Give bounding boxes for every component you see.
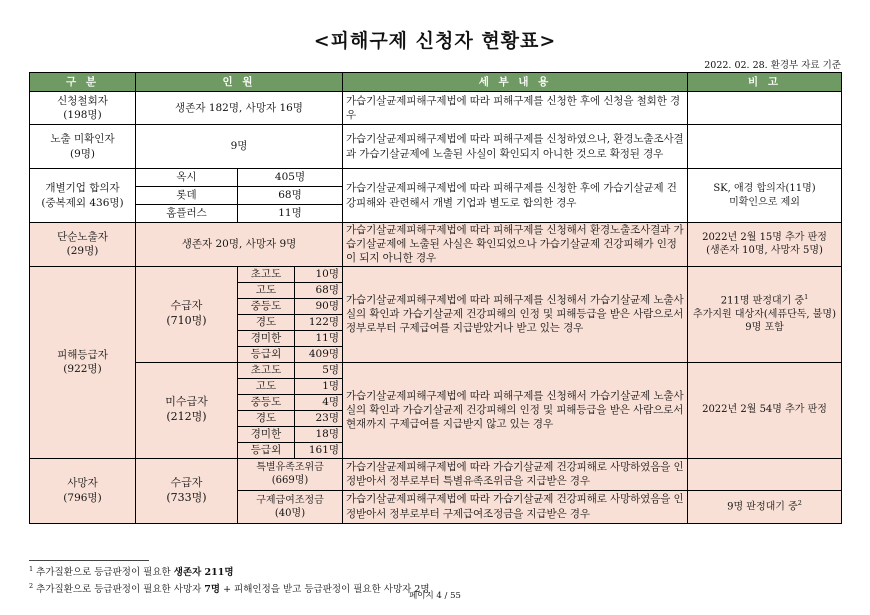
detail-cell: 가습기살균제피해구제법에 따라 가습기살균제 건강피해로 사망하였음을 인정받아서 정부로부터 특별유족조위금을 지급받은 경우: [343, 458, 688, 490]
subgroup-cell: [136, 266, 238, 362]
remark-line: SK, 애경 합의자(11명): [713, 183, 816, 194]
footnote-text: 추가질환으로 등급판정이 필요한 사망자: [36, 584, 205, 596]
grade-name: 등급외: [238, 346, 295, 362]
company-count: 405명: [238, 169, 343, 187]
page-number: 페이지 4 / 55: [409, 591, 461, 601]
page-title: <피해구제 신청자 현황표>: [313, 30, 557, 52]
payment-type-count: (669명): [271, 475, 309, 487]
grade-count: 161명: [295, 442, 343, 458]
category-label: 개별기업 합의자: [45, 182, 120, 195]
detail-cell: 가습기살균제피해구제법에 따라 가습기살균제 건강피해로 사망하였음을 인정받아서 정부로부터 구제급여조정금을 지급받은 경우: [343, 490, 688, 523]
footnote-divider: [29, 560, 149, 561]
category-count: (198명): [63, 109, 102, 121]
remark-line: 2022년 2월 15명 추가 판정: [702, 231, 827, 243]
category-cell: [30, 169, 136, 223]
footnote-rest: + 피해인정을 받고 등급판정이 필요한 사망자 2명: [220, 584, 430, 596]
data-basis-date: 2022. 02. 28. 환경부 자료 기준: [704, 60, 841, 71]
footnote-ref: 1: [804, 293, 809, 302]
grade-name: 고도: [238, 378, 295, 394]
subgroup-label: 수급자: [170, 299, 203, 313]
detail-cell: 가습기살균제피해구제법에 따라 피해구제를 신청해서 가습기살균제 노출사실의 확인과 가습기살균제 건강피해의 인정 및 피해등급을 받은 사람으로서 정부로부터 구제급여를 지급받았거나 받고 있는 경우: [343, 266, 688, 362]
grade-count: 1명: [295, 378, 343, 394]
detail-cell: 가습기살균제피해구제법에 따라 피해구제를 신청해서 가습기살균제 노출사실의 확인과 가습기살균제 건강피해의 인정 및 피해등급을 받은 사람으로서 현재까지 구제급여를 지급받지 않고 있는 경우: [343, 362, 688, 458]
detail-cell: 가습기살균제피해구제법에 따라 피해구제를 신청하였으나, 환경노출조사결과 가습기살균제에 노출된 사실이 확인되지 아니한 것으로 확정된 경우: [343, 125, 688, 169]
table-row-deceased: [30, 458, 842, 490]
remark-cell: [688, 266, 842, 362]
grade-name: 경도: [238, 314, 295, 330]
category-label: 신청철회자: [57, 94, 108, 107]
table-header-row: [30, 73, 842, 92]
category-label: 피해등급자: [57, 348, 108, 361]
grade-name: 초고도: [238, 266, 295, 282]
company-name: 홈플러스: [136, 205, 238, 223]
subgroup-count: (733명): [166, 490, 207, 504]
remark-cell: 2022년 2월 54명 추가 판정: [688, 362, 842, 458]
table-row-unconfirmed: [30, 125, 842, 169]
remark-cell: [688, 92, 842, 125]
table-row-settlement: [30, 169, 842, 187]
detail-cell: 가습기살균제피해구제법에 따라 피해구제를 신청한 후에 신청을 철회한 경우: [343, 92, 688, 125]
subgroup-count: (710명): [166, 314, 207, 328]
persons-cell: 생존자 182명, 사망자 16명: [136, 92, 343, 125]
footnote-text: 추가질환으로 등급판정이 필요한: [36, 567, 174, 579]
company-name: 롯데: [136, 187, 238, 205]
remark-line: 9명 포함: [745, 322, 784, 334]
persons-cell: 생존자 20명, 사망자 9명: [136, 223, 343, 267]
category-label: 노출 미확인자: [50, 133, 115, 146]
category-cell: [30, 125, 136, 169]
subgroup-count: (212명): [166, 410, 207, 424]
grade-name: 등급외: [238, 442, 295, 458]
grade-count: 11명: [295, 330, 343, 346]
grade-count: 122명: [295, 314, 343, 330]
category-count: (중복제외 436명): [41, 196, 124, 209]
grade-count: 68명: [295, 282, 343, 298]
grade-name: 경미한: [238, 330, 295, 346]
grade-name: 초고도: [238, 362, 295, 378]
table-row-grade: [30, 362, 842, 378]
remark-cell: [688, 223, 842, 267]
table-row-simple-exposure: [30, 223, 842, 267]
grade-name: 고도: [238, 282, 295, 298]
subgroup-label: 미수급자: [165, 395, 208, 409]
payment-type-count: (40명): [274, 507, 306, 519]
subgroup-cell: [136, 458, 238, 523]
applicant-status-table: [29, 72, 842, 524]
footnote-ref: 2: [797, 499, 802, 508]
subgroup-cell: [136, 362, 238, 458]
remark-cell: [688, 458, 842, 490]
category-cell: [30, 223, 136, 267]
subgroup-label: 수급자: [170, 475, 203, 489]
table-row-grade: [30, 266, 842, 282]
remark-text: 211명 판정대기 중: [720, 295, 805, 307]
payment-type-cell: [238, 490, 343, 523]
footnote-mark: 1: [29, 565, 34, 573]
grade-name: 중등도: [238, 298, 295, 314]
grade-count: 5명: [295, 362, 343, 378]
detail-cell: 가습기살균제피해구제법에 따라 피해구제를 신청한 후에 가습기살균제 건강피해와 관련해서 개별 기업과 별도로 합의한 경우: [343, 169, 688, 223]
grade-name: 중등도: [238, 394, 295, 410]
grade-name: 경도: [238, 410, 295, 426]
header-category: 구 분: [30, 73, 136, 92]
category-cell: [30, 92, 136, 125]
company-count: 68명: [238, 187, 343, 205]
footnote-mark: 2: [29, 581, 34, 590]
header-remark: 비 고: [688, 73, 842, 92]
grade-count: 4명: [295, 394, 343, 410]
payment-type-name: 특별유족조위금: [256, 462, 324, 474]
header-persons: 인 원: [136, 73, 343, 92]
category-count: (9명): [69, 147, 96, 160]
category-count: (922명): [63, 363, 102, 376]
payment-type-name: 구제급여조정금: [256, 494, 324, 506]
grade-count: 409명: [295, 346, 343, 362]
grade-name: 경미한: [238, 426, 295, 442]
grade-count: 23명: [295, 410, 343, 426]
remark-cell: [688, 125, 842, 169]
remark-line: 미확인으로 제외: [729, 196, 800, 208]
detail-cell: 가습기살균제피해구제법에 따라 피해구제를 신청해서 환경노출조사결과 가습기살균제에 노출된 사실은 확인되었으나 가습기살균제 건강피해가 인정이 되지 아니한 경우: [343, 223, 688, 267]
persons-cell: 9명: [136, 125, 343, 169]
category-cell: [30, 458, 136, 523]
remark-cell: [688, 490, 842, 523]
table-row-withdrawn: [30, 92, 842, 125]
category-cell: [30, 266, 136, 458]
remark-line: [691, 293, 838, 308]
category-label: 사망자: [67, 477, 98, 490]
category-count: (29명): [66, 245, 99, 258]
header-detail: 세 부 내 용: [343, 73, 688, 92]
footnote-emphasis: 생존자 211명: [173, 567, 234, 579]
remark-line: 추가지원 대상자(세퓨단독, 불명): [693, 308, 836, 320]
footnote-item: [29, 564, 430, 581]
remark-line: (생존자 10명, 사망자 5명): [706, 245, 823, 257]
remark-text: 9명 판정대기 중: [727, 501, 798, 513]
category-count: (796명): [63, 491, 102, 504]
payment-type-cell: [238, 458, 343, 490]
grade-count: 10명: [295, 266, 343, 282]
company-name: 옥시: [136, 169, 238, 187]
company-count: 11명: [238, 205, 343, 223]
remark-cell: [688, 169, 842, 223]
grade-count: 18명: [295, 426, 343, 442]
grade-count: 90명: [295, 298, 343, 314]
category-label: 단순노출자: [57, 231, 108, 244]
footnote-emphasis: 7명: [204, 584, 221, 596]
